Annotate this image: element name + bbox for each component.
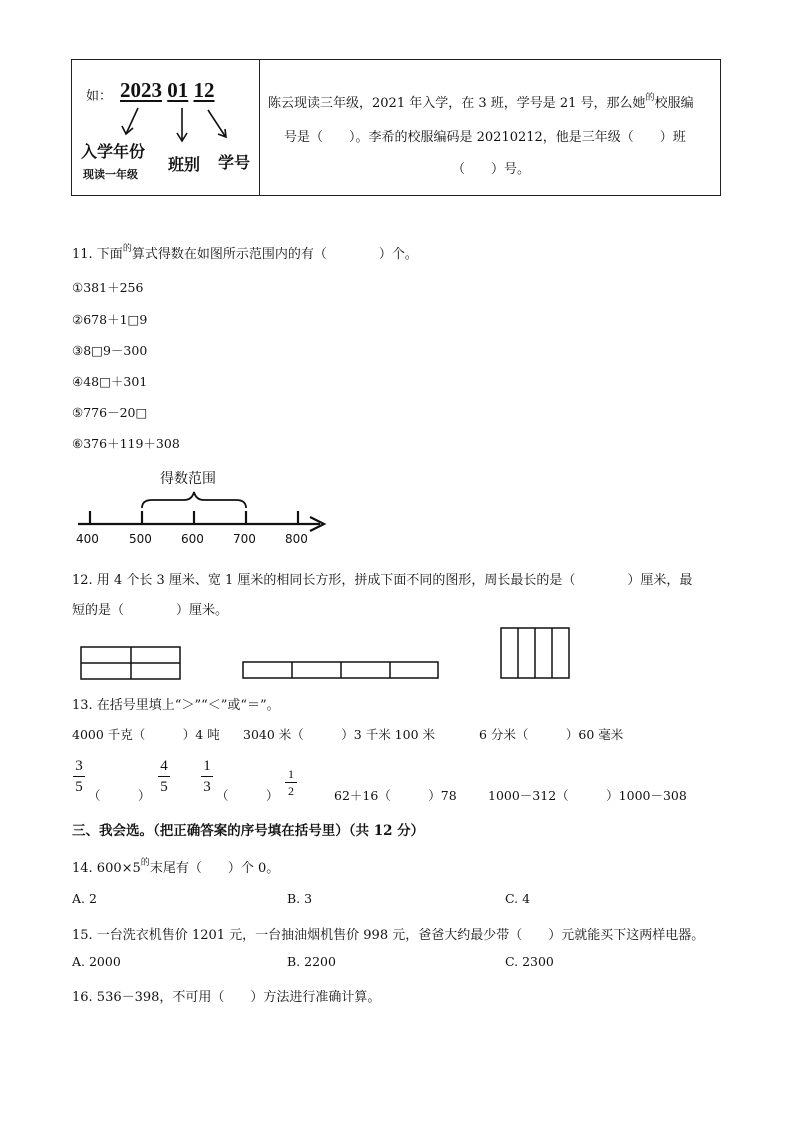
q11-option: ②678＋1□9 [72, 312, 148, 327]
tick-label: 500 [129, 532, 152, 546]
fraction-1-3: 1 3 [201, 758, 213, 795]
example-label: 如： [86, 89, 113, 104]
code-class: 01 [167, 78, 189, 102]
q15-option-c[interactable]: C. 2300 [505, 954, 554, 969]
q11-option: ①381＋256 [72, 280, 144, 295]
comparison-paren: （ ） [88, 788, 151, 803]
q13-stem: 13. 在括号里填上“＞”“＜”或“＝”。 [72, 698, 280, 713]
range-label: 得数范围 [160, 471, 216, 487]
code-year: 2023 [120, 78, 162, 102]
q12-stem-line1: 12. 用 4 个长 3 厘米、宽 1 厘米的相同长方形，拼成下面不同的图形，周长最长的是（ ）厘米，最 [72, 573, 693, 588]
comparison-paren: （ ） [216, 788, 279, 803]
box-text-line1: 陈云现读三年级，2021 年入学，在 3 班，学号是 21 号，那么她$^的$校服编 [268, 93, 694, 111]
q11-option: ④48□＋301 [72, 374, 148, 389]
q13-item: 62＋16（ ）78 [334, 788, 457, 803]
code-number: 12 [193, 78, 215, 102]
q14-option-a[interactable]: A. 2 [72, 891, 97, 906]
q14-option-c[interactable]: C. 4 [505, 891, 531, 906]
q13-item: 3040 米（ ）3 千米 100 米 [243, 727, 436, 742]
q11-option: ⑤776－20□ [72, 405, 148, 420]
label-current-grade: 现读一年级 [83, 168, 138, 181]
label-class: 班别 [168, 155, 201, 174]
q13-item: 1000－312（ ）1000－308 [488, 788, 687, 803]
tick-label: 600 [181, 532, 204, 546]
q12-shapes [80, 626, 580, 686]
q14-stem: 14. $600\times 5^的$末尾有（ ）个 0。 [72, 858, 280, 876]
label-student-number: 学号 [218, 153, 251, 172]
q11-option: ③8□9－300 [72, 343, 148, 358]
q12-stem-line2: 短的是（ ）厘米。 [72, 603, 229, 618]
fraction-4-5: 4 5 [158, 758, 170, 795]
tick-label: 400 [76, 532, 99, 546]
box-text-line2: 号是（ ）。李希的校服编码是 20210212，他是三年级（ ）班 [284, 130, 686, 145]
tick-label: 800 [285, 532, 308, 546]
q13-item: 6 分米（ ）60 毫米 [479, 727, 624, 742]
q13-item: 4000 千克（ ）4 吨 [72, 727, 220, 742]
q15-option-a[interactable]: A. 2000 [72, 954, 121, 969]
arrow-number [208, 110, 225, 136]
fraction-1-2: 1 2 [285, 768, 297, 797]
q14-option-b[interactable]: B. 3 [287, 891, 313, 906]
q11-stem: 11. 下面$^的$算式得数在如图所示范围内的有（ ）个。 [72, 244, 418, 262]
arrow-year [126, 108, 138, 134]
fraction-3-5: 3 5 [73, 758, 85, 795]
tick-label: 700 [233, 532, 256, 546]
label-enrol-year: 入学年份 [81, 142, 146, 161]
q15-stem: 15. 一台洗衣机售价 1201 元，一台抽油烟机售价 998 元，爸爸大约最少带（ ）元就能买下这两样电器。 [72, 928, 705, 943]
q15-option-b[interactable]: B. 2200 [287, 954, 336, 969]
range-brace [142, 492, 246, 508]
q11-option: ⑥376＋119＋308 [72, 436, 180, 451]
box-text-line3: （ ）号。 [452, 162, 531, 177]
section3-title: 三、我会选。（把正确答案的序号填在括号里）（共 12 分） [72, 823, 425, 839]
q16-stem: 16. 536－398，不可用（ ）方法进行准确计算。 [72, 990, 381, 1005]
